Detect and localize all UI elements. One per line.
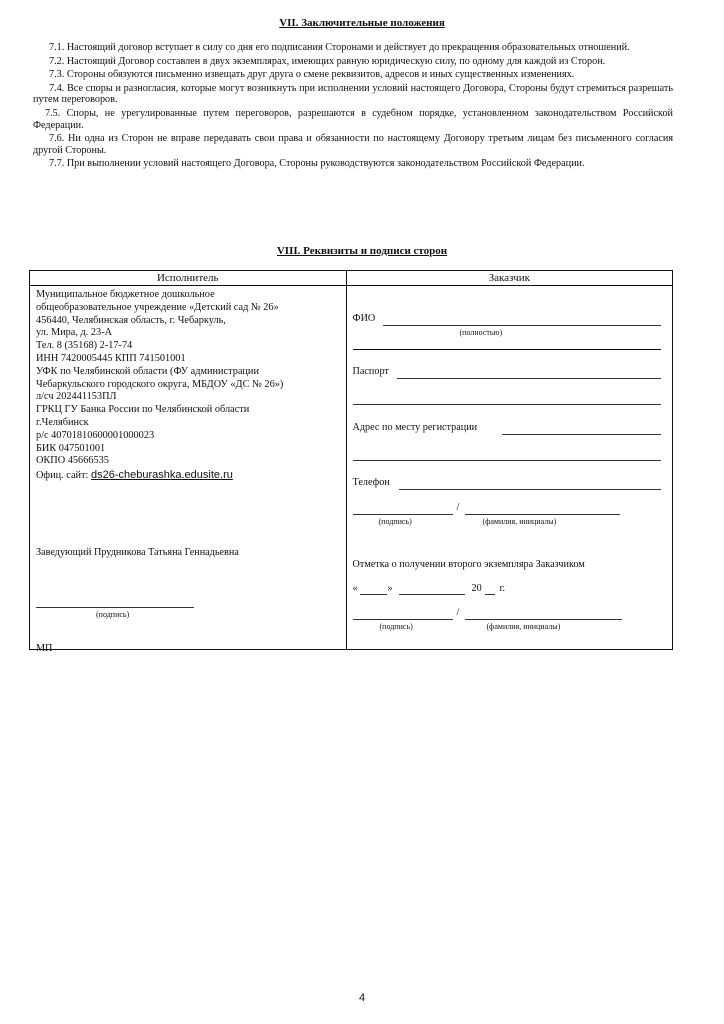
phone-field[interactable] — [399, 489, 661, 490]
customer-signature-line[interactable] — [353, 514, 453, 515]
executor-head-name: Заведующий Прудникова Татьяна Геннадьевна — [36, 547, 239, 558]
phone-label: Телефон — [352, 477, 390, 488]
date-year-field[interactable] — [485, 594, 495, 595]
executor-cell — [30, 286, 347, 654]
site-label: Офиц. сайт: — [36, 470, 89, 482]
clause-7-2: 7.2. Настоящий Договор составлен в двух экземплярах, имеющих равную юридическую силу, по одному для каждой из Сторон. — [49, 55, 606, 67]
fio-field-line-2[interactable] — [353, 349, 661, 350]
clause-7-1: 7.1. Настоящий договор вступает в силу со дня его подписания Сторонами и действует до прекращения образовательных отношений. — [49, 42, 630, 53]
executor-requisites — [36, 289, 346, 483]
customer-signature-caption: (подпись) — [378, 517, 412, 526]
executor-signature-caption: (подпись) — [96, 610, 130, 619]
executor-line: Муниципальное бюджетное дошкольное — [36, 289, 215, 300]
address-field-line-2[interactable] — [353, 460, 661, 461]
page-number: 4 — [358, 992, 366, 1004]
executor-line: 456440, Челябинская область, г. Чебаркуль, — [36, 314, 226, 326]
receipt-signature-line[interactable] — [353, 619, 453, 620]
receipt-name-caption: (фамилия, инициалы) — [486, 622, 561, 631]
clause-7-4: 7.4. Все споры и разногласия, которые могут возникнуть при исполнении условий настоящего Договора, Стороны будут стремиться разрешать путем переговоров. — [33, 82, 673, 106]
receipt-note: Отметка о получении второго экземпляра Заказчиком — [352, 559, 585, 570]
site-link[interactable]: ds26-cheburashka.edusite.ru — [91, 469, 233, 482]
executor-line: Тел. 8 (35168) 2-17-74 — [36, 340, 133, 352]
executor-line: Чебаркульского городского округа, МБДОУ «ДС № 26») — [36, 378, 284, 390]
executor-line: р/с 40701810600001000023 — [36, 429, 155, 441]
customer-name-line[interactable] — [465, 514, 620, 515]
passport-label: Паспорт — [352, 366, 389, 377]
date-close-quote: » — [387, 583, 393, 594]
passport-field-line-2[interactable] — [353, 404, 661, 405]
executor-line: ОКПО 45666535 — [36, 455, 109, 467]
date-year-prefix: 20 — [471, 583, 482, 594]
address-label: Адрес по месту регистрации — [352, 422, 478, 433]
customer-header: Заказчик — [346, 271, 672, 286]
receipt-slash: / — [456, 607, 460, 618]
customer-cell — [346, 286, 672, 650]
section-7-clauses — [33, 42, 673, 172]
executor-header: Исполнитель — [30, 271, 347, 286]
fio-caption: (полностью) — [459, 328, 503, 337]
fio-field[interactable] — [383, 325, 661, 326]
executor-line: ИНН 7420005445 КПП 741501001 — [36, 352, 186, 364]
date-day-field[interactable] — [360, 594, 387, 595]
date-year-suffix: г. — [499, 583, 506, 594]
executor-line: ГРКЦ ГУ Банка России по Челябинской области — [36, 404, 250, 416]
executor-line: г.Челябинск — [36, 416, 89, 428]
section-8-title: VIII. Реквизиты и подписи сторон — [276, 245, 448, 257]
address-field[interactable] — [502, 434, 661, 435]
stamp-mark: МП — [36, 643, 53, 654]
date-month-field[interactable] — [399, 594, 465, 595]
date-open-quote: « — [352, 583, 358, 594]
clause-7-3: 7.3. Стороны обязуются письменно извещать друг друга о смене реквизитов, адресов и иных существенных изменениях. — [49, 69, 575, 81]
executor-line: общеобразовательное учреждение «Детский сад № 26» — [36, 301, 279, 313]
clause-7-6: 7.6. Ни одна из Сторон не вправе передавать свои права и обязанности по настоящему Договору третьим лицам без письменного согласия другой Стороны. — [33, 133, 673, 156]
customer-name-caption: (фамилия, инициалы) — [482, 517, 557, 526]
clause-7-7: 7.7. При выполнении условий настоящего Договора, Стороны руководствуются законодательством Российской Федерации. — [49, 158, 585, 170]
executor-line: УФК по Челябинской области (ФУ администрации — [36, 365, 259, 377]
executor-signature-line — [36, 607, 194, 608]
section-7-title: VII. Заключительные положения — [279, 17, 445, 29]
signature-slash: / — [456, 502, 460, 513]
executor-line: ул. Мира, д. 23-А — [36, 327, 113, 339]
executor-line: л/сч 202441153ПЛ — [36, 391, 117, 403]
clause-7-5: 7.5. Споры, не урегулированные путем переговоров, разрешаются в судебном порядке, установленном законодательством Российской Федерации. — [33, 107, 673, 131]
receipt-name-line[interactable] — [465, 619, 622, 620]
executor-line: БИК 047501001 — [36, 442, 106, 454]
passport-field[interactable] — [397, 378, 661, 379]
fio-label: ФИО — [352, 313, 376, 324]
requisites-table — [29, 270, 673, 654]
receipt-signature-caption: (подпись) — [379, 622, 413, 631]
